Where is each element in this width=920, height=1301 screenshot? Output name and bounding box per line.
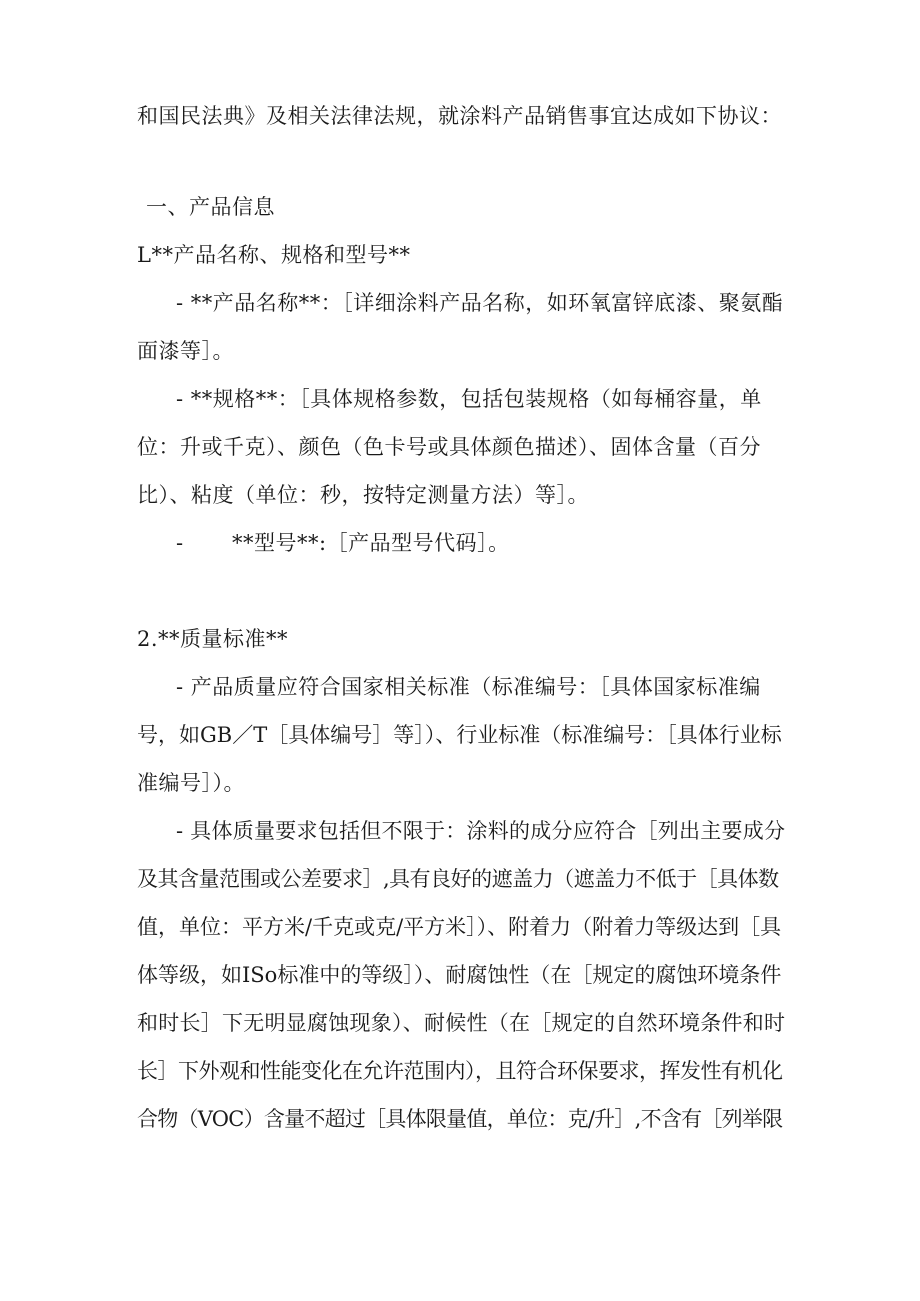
requirements-line-1: - 具体质量要求包括但不限于：涂料的成分应符合［列出主要成分 [176,819,786,843]
intro-paragraph: 和国民法典》及相关法律法规，就涂料产品销售事宜达成如下协议： [137,104,782,128]
model-dash: - [176,531,184,555]
spec-line-2: 位：升或千克）、颜色（色卡号或具体颜色描述）、固体含量（百分 [137,435,761,459]
spec-line-3: 比）、粘度（单位：秒，按特定测量方法）等］。 [137,483,589,507]
requirements-line-3: 值，单位：平方米/千克或克/平方米］）、附着力（附着力等级达到［具 [137,915,782,939]
standards-line-2: 号，如GB／T［具体编号］等］）、行业标准（标准编号：［具体行业标 [137,723,782,747]
section-heading-product-info: 一、产品信息 [146,195,275,219]
product-name-line-1: - **产品名称**：［详细涂料产品名称，如环氧富锌底漆、聚氨酯 [176,291,784,315]
item-2-title: 2.**质量标准** [137,627,289,651]
item-1-title: L**产品名称、规格和型号** [137,243,411,267]
requirements-line-5: 和时长］下无明显腐蚀现象）、耐候性（在［规定的自然环境条件和时 [137,1011,786,1035]
requirements-line-4: 体等级，如ISo标准中的等级］）、耐腐蚀性（在［规定的腐蚀环境条件 [137,963,782,987]
requirements-line-7: 合物（VOC）含量不超过［具体限量值，单位：克/升］,不含有［列举限 [137,1107,783,1131]
requirements-line-2: 及其含量范围或公差要求］,具有良好的遮盖力（遮盖力不低于［具体数 [137,867,779,891]
standards-line-1: - 产品质量应符合国家相关标准（标准编号：［具体国家标准编 [176,675,761,699]
product-name-line-2: 面漆等］。 [137,339,234,363]
requirements-line-6: 长］下外观和性能变化在允许范围内），且符合环保要求，挥发性有机化 [137,1059,783,1083]
model-line: **型号**:［产品型号代码］。 [232,531,510,555]
spec-line-1: - **规格**：［具体规格参数，包括包装规格（如每桶容量，单 [176,387,762,411]
standards-line-3: 准编号］）。 [137,771,245,795]
